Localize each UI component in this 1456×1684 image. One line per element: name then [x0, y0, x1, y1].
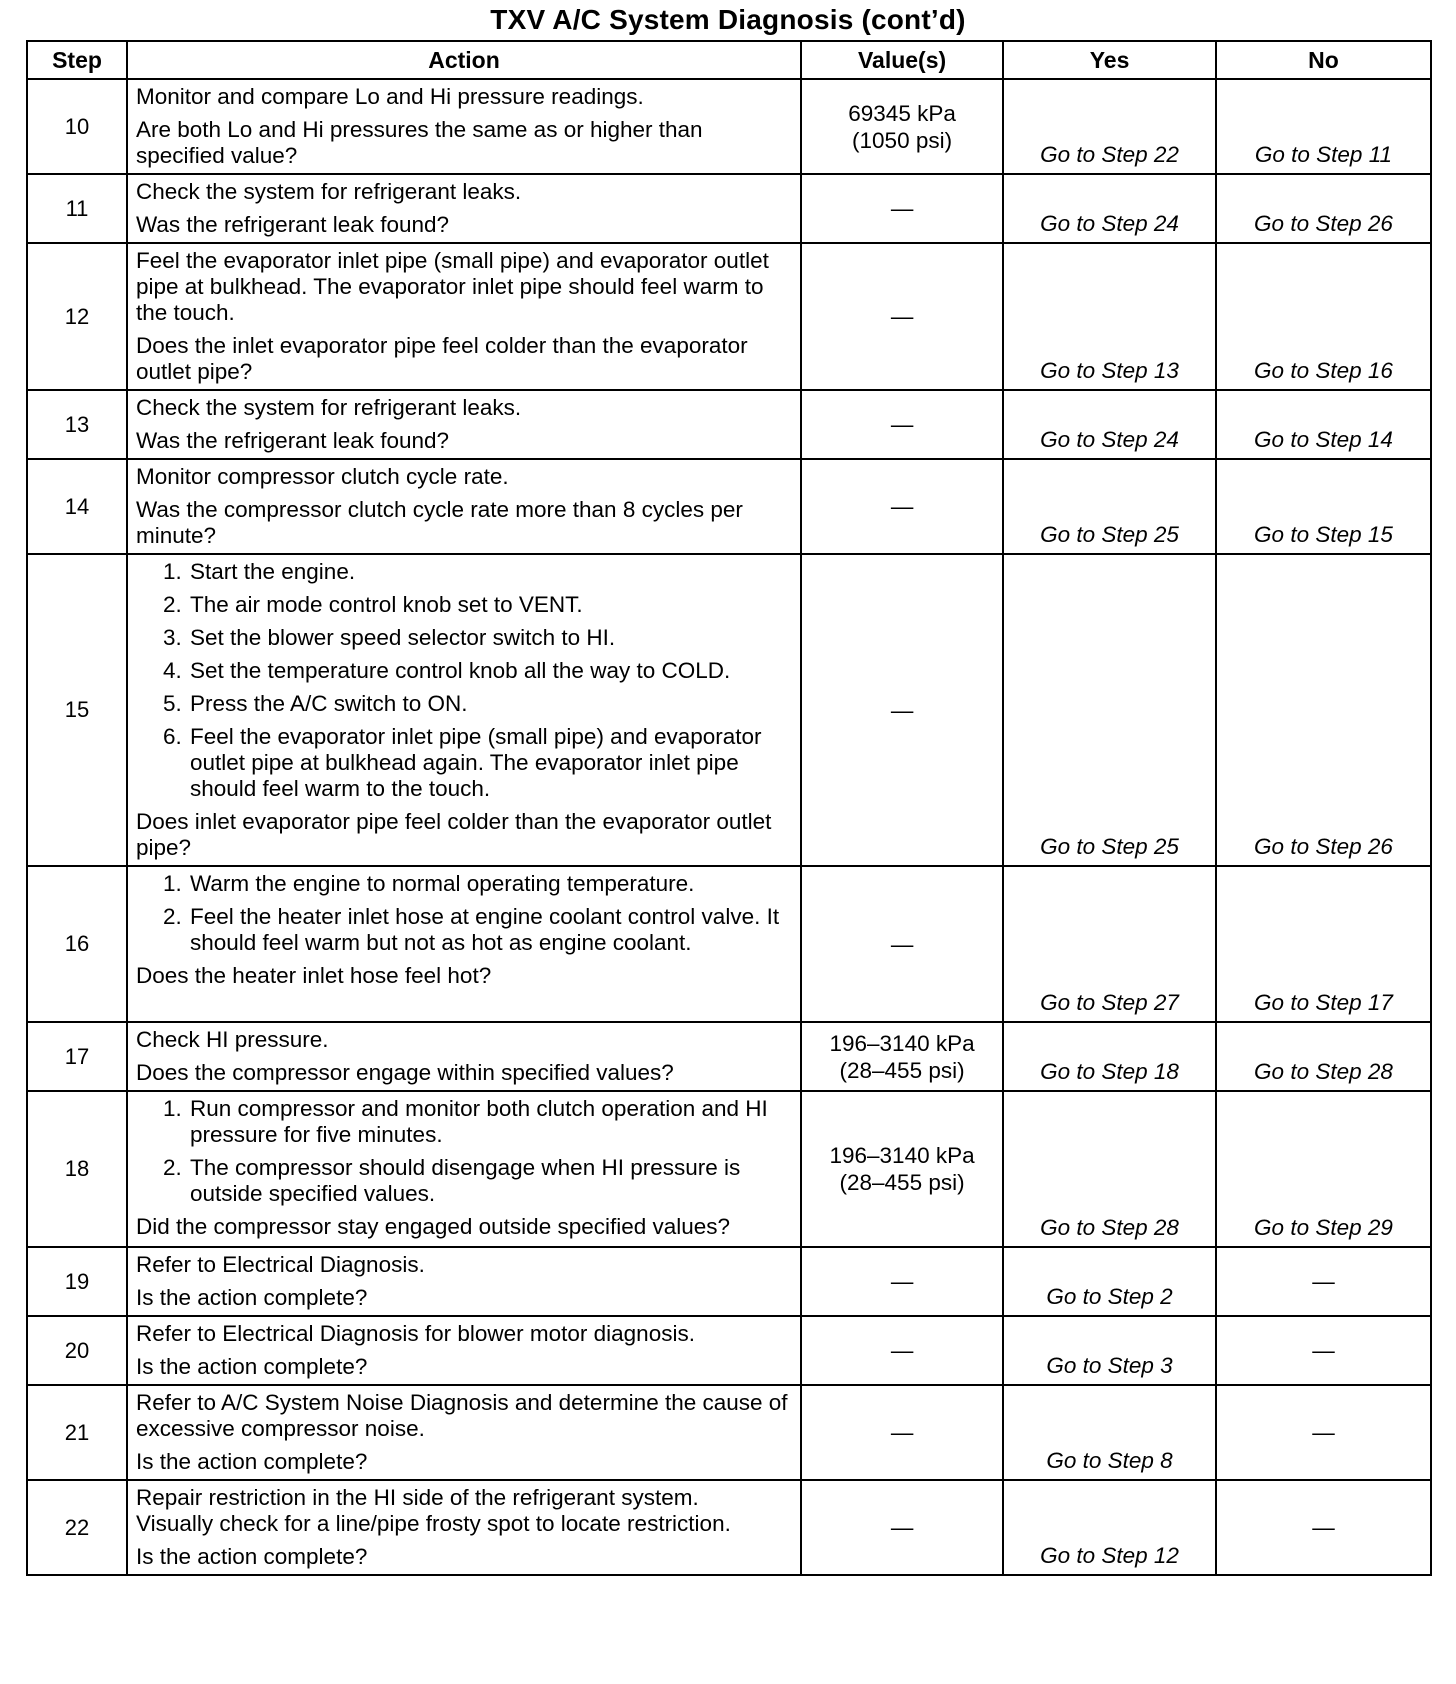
action-cell — [127, 243, 801, 390]
yes-result: Go to Step 13 — [1003, 243, 1216, 390]
step-number: 17 — [27, 1022, 127, 1091]
value-text: (28–455 psi) — [839, 1057, 965, 1083]
action-cell — [127, 390, 801, 459]
table-row — [27, 1480, 1431, 1575]
step-number: 14 — [27, 459, 127, 554]
action-steps-list — [136, 1096, 792, 1207]
action-step: 1. Run compressor and monitor both clutch operation and HI pressure for five minutes. — [188, 1096, 792, 1148]
value-text: — — [890, 1338, 914, 1363]
action-text: Visually check for a line/pipe frosty spot to locate restriction. — [135, 1511, 731, 1536]
action-step: 1. Warm the engine to normal operating temperature. — [188, 871, 792, 897]
action-text: Monitor compressor clutch cycle rate. — [135, 464, 509, 489]
yes-result: Go to Step 27 — [1003, 866, 1216, 1022]
yes-result: Go to Step 22 — [1003, 79, 1216, 174]
action-question: Is the action complete? — [135, 1354, 368, 1379]
action-text: Monitor and compare Lo and Hi pressure readings. — [135, 84, 644, 109]
action-question: Does the compressor engage within specified values? — [135, 1060, 674, 1085]
action-question: Was the compressor clutch cycle rate more than 8 cycles per minute? — [135, 497, 743, 548]
action-text: Check HI pressure. — [135, 1027, 329, 1052]
table-row — [27, 174, 1431, 243]
value-cell — [801, 554, 1003, 866]
no-result: Go to Step 29 — [1216, 1091, 1431, 1247]
action-cell — [127, 459, 801, 554]
action-question: Is the action complete? — [135, 1285, 368, 1310]
action-cell — [127, 1091, 801, 1247]
column-header-values: Value(s) — [801, 41, 1003, 79]
action-step: 1. Start the engine. — [188, 559, 792, 585]
diagnosis-table — [26, 40, 1432, 1576]
action-cell — [127, 1385, 801, 1480]
action-question: Are both Lo and Hi pressures the same as or higher than specified value? — [135, 117, 703, 168]
column-header-yes: Yes — [1003, 41, 1216, 79]
no-result: Go to Step 14 — [1216, 390, 1431, 459]
table-row — [27, 79, 1431, 174]
action-text: Check the system for refrigerant leaks. — [135, 179, 522, 204]
value-text: — — [890, 494, 914, 519]
action-text: Refer to Electrical Diagnosis. — [135, 1252, 425, 1277]
step-number: 22 — [27, 1480, 127, 1575]
value-text: (1050 psi) — [852, 128, 953, 153]
table-row — [27, 390, 1431, 459]
value-text: — — [890, 1420, 914, 1445]
page-title: TXV A/C System Diagnosis (cont’d) — [490, 4, 966, 35]
action-text: Repair restriction in the HI side of the refrigerant system. — [135, 1485, 699, 1510]
value-cell — [801, 1022, 1003, 1091]
table-row — [27, 1247, 1431, 1316]
step-number: 19 — [27, 1247, 127, 1316]
value-cell — [801, 1480, 1003, 1575]
action-step: 4. Set the temperature control knob all the way to COLD. — [188, 658, 792, 684]
value-cell — [801, 866, 1003, 1022]
no-result: — — [1216, 1316, 1431, 1385]
value-cell — [801, 1316, 1003, 1385]
value-cell — [801, 1091, 1003, 1247]
action-cell — [127, 1022, 801, 1091]
table-row — [27, 1091, 1431, 1247]
no-result: Go to Step 28 — [1216, 1022, 1431, 1091]
action-step: 2. The air mode control knob set to VENT. — [188, 592, 792, 618]
column-header-no: No — [1216, 41, 1431, 79]
table-row — [27, 1316, 1431, 1385]
value-cell — [801, 390, 1003, 459]
table-header-row — [27, 41, 1431, 79]
action-step: 3. Set the blower speed selector switch to HI. — [188, 625, 792, 651]
no-result: — — [1216, 1480, 1431, 1575]
value-text: 69345 kPa — [848, 101, 956, 126]
step-number: 10 — [27, 79, 127, 174]
yes-result: Go to Step 12 — [1003, 1480, 1216, 1575]
table-row — [27, 554, 1431, 866]
action-text: Refer to Electrical Diagnosis for blower motor diagnosis. — [135, 1321, 695, 1346]
no-result: Go to Step 15 — [1216, 459, 1431, 554]
value-text: — — [890, 1269, 914, 1294]
action-step: 5. Press the A/C switch to ON. — [188, 691, 792, 717]
action-steps-list — [136, 871, 792, 956]
column-header-action: Action — [127, 41, 801, 79]
yes-result: Go to Step 8 — [1003, 1385, 1216, 1480]
step-number: 11 — [27, 174, 127, 243]
yes-result: Go to Step 18 — [1003, 1022, 1216, 1091]
table-row — [27, 1385, 1431, 1480]
action-step: 2. The compressor should disengage when HI pressure is outside specified values. — [188, 1155, 792, 1207]
no-result: — — [1216, 1247, 1431, 1316]
column-header-step: Step — [27, 41, 127, 79]
action-cell — [127, 79, 801, 174]
no-result: Go to Step 11 — [1216, 79, 1431, 174]
no-result: — — [1216, 1385, 1431, 1480]
value-text: — — [890, 931, 914, 957]
action-cell — [127, 1247, 801, 1316]
action-step: 6. Feel the evaporator inlet pipe (small pipe) and evaporator outlet pipe at bulkhead again. The evaporator inlet pipe should feel warm to the touch. — [188, 724, 792, 802]
action-question: Did the compressor stay engaged outside specified values? — [135, 1214, 731, 1239]
value-text: 196–3140 kPa — [829, 1143, 975, 1168]
action-question: Does inlet evaporator pipe feel colder than the evaporator outlet pipe? — [135, 809, 772, 860]
no-result: Go to Step 26 — [1216, 554, 1431, 866]
yes-result: Go to Step 3 — [1003, 1316, 1216, 1385]
action-cell — [127, 1480, 801, 1575]
value-cell — [801, 1385, 1003, 1480]
step-number: 15 — [27, 554, 127, 866]
value-text: — — [890, 697, 914, 723]
yes-result: Go to Step 2 — [1003, 1247, 1216, 1316]
action-cell — [127, 866, 801, 1022]
step-number: 13 — [27, 390, 127, 459]
action-question: Does the heater inlet hose feel hot? — [135, 963, 492, 988]
action-step: 2. Feel the heater inlet hose at engine coolant control valve. It should feel warm but not as hot as engine coolant. — [188, 904, 792, 956]
value-cell — [801, 459, 1003, 554]
no-result: Go to Step 26 — [1216, 174, 1431, 243]
value-cell — [801, 1247, 1003, 1316]
value-text: (28–455 psi) — [839, 1170, 965, 1195]
action-text: Feel the evaporator inlet pipe (small pipe) and evaporator outlet pipe at bulkhead. The evaporator inlet pipe should feel warm to the touch. — [135, 248, 769, 325]
action-cell — [127, 1316, 801, 1385]
action-text: Check the system for refrigerant leaks. — [135, 395, 522, 420]
table-row — [27, 459, 1431, 554]
action-steps-list — [136, 559, 792, 802]
step-number: 20 — [27, 1316, 127, 1385]
value-text: — — [890, 1515, 914, 1540]
value-cell — [801, 243, 1003, 390]
step-number: 12 — [27, 243, 127, 390]
no-result: Go to Step 16 — [1216, 243, 1431, 390]
table-row — [27, 866, 1431, 1022]
value-text: 196–3140 kPa — [829, 1030, 975, 1056]
yes-result: Go to Step 24 — [1003, 174, 1216, 243]
action-text: Refer to A/C System Noise Diagnosis and determine the cause of excessive compressor noise. — [135, 1390, 788, 1441]
yes-result: Go to Step 28 — [1003, 1091, 1216, 1247]
step-number: 21 — [27, 1385, 127, 1480]
value-text: — — [890, 412, 914, 437]
step-number: 18 — [27, 1091, 127, 1247]
action-question: Does the inlet evaporator pipe feel colder than the evaporator outlet pipe? — [135, 333, 748, 384]
yes-result: Go to Step 25 — [1003, 554, 1216, 866]
value-text: — — [890, 304, 914, 329]
table-row — [27, 243, 1431, 390]
yes-result: Go to Step 24 — [1003, 390, 1216, 459]
table-body — [27, 79, 1431, 1575]
no-result: Go to Step 17 — [1216, 866, 1431, 1022]
value-text: — — [890, 196, 914, 221]
action-cell — [127, 174, 801, 243]
action-question: Is the action complete? — [135, 1449, 368, 1474]
yes-result: Go to Step 25 — [1003, 459, 1216, 554]
value-cell — [801, 79, 1003, 174]
action-question: Is the action complete? — [135, 1544, 368, 1569]
action-question: Was the refrigerant leak found? — [135, 212, 450, 237]
step-number: 16 — [27, 866, 127, 1022]
table-row — [27, 1022, 1431, 1091]
action-cell — [127, 554, 801, 866]
value-cell — [801, 174, 1003, 243]
action-question: Was the refrigerant leak found? — [135, 428, 450, 453]
